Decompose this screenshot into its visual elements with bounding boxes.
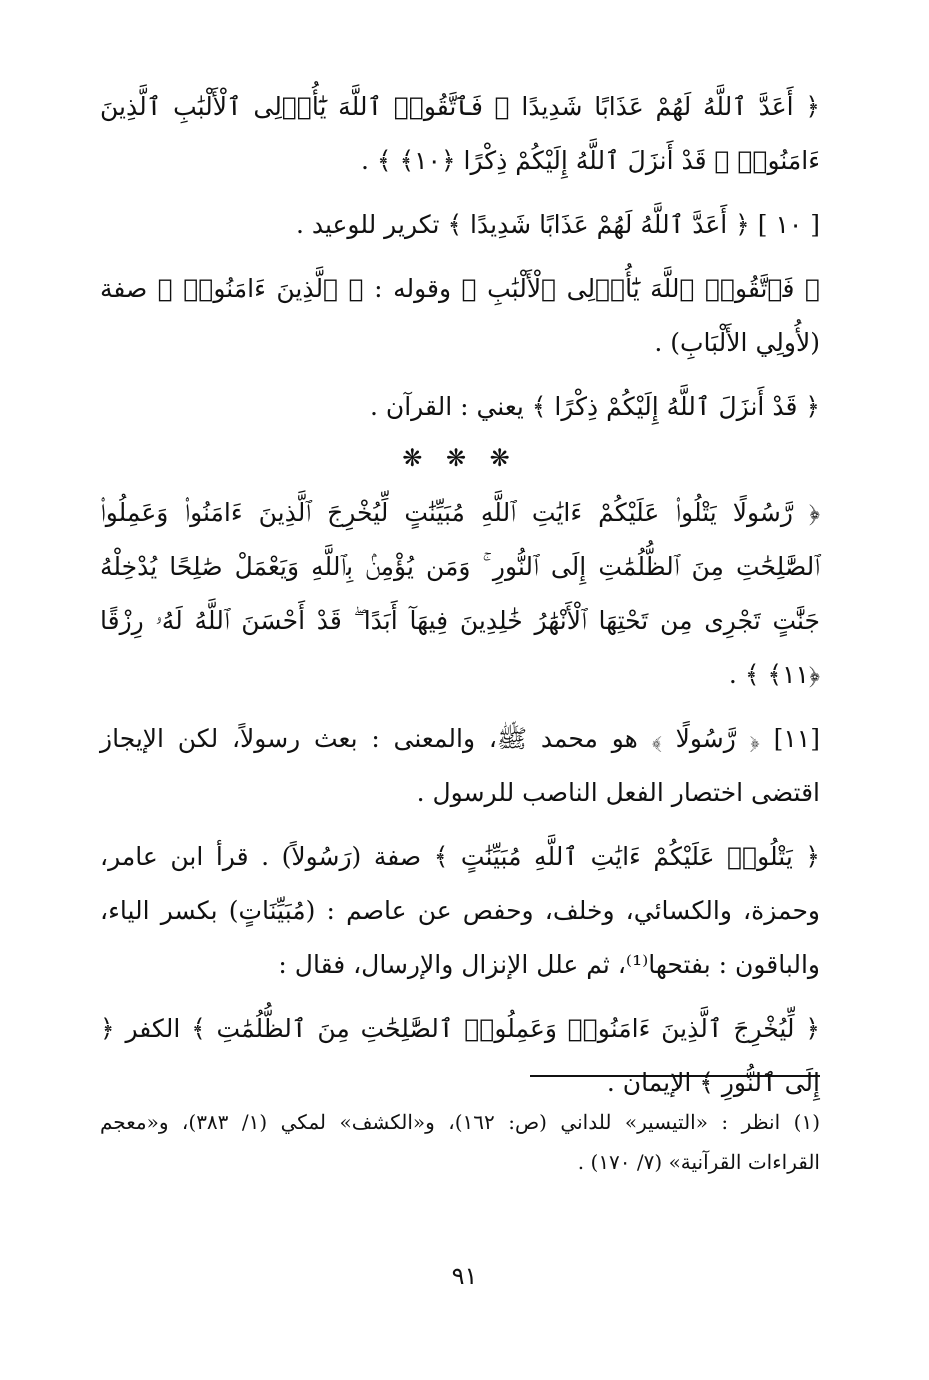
- tafsir-10-dhikr: ﴿ قَدْ أَنزَلَ ٱللَّهُ إِلَيْكُمْ ذِكْرًا ﴾ يعني : القرآن .: [369, 392, 820, 421]
- section-separator: ❋ ❋ ❋: [402, 444, 518, 472]
- footnote: (١) انظر : «التيسير» للداني (ص: ١٦٢)، و«الكشف» لمكي (١/ ٣٨٣)، و«معجم القراءات القرآنية» (٧/ ١٧٠) .: [100, 1110, 820, 1174]
- tafsir-11-yatlu: ﴿ يَتْلُوا۟ عَلَيْكُمْ ءَايَٰتِ ٱللَّهِ مُبَيِّنَٰتٍ ﴾ صفة (رَسُولاً) . قرأ ابن عامر، وحمزة، والكسائي، وخلف، وحفص عن عاصم : (مُبَيِّنَاتٍ) بكسر الياء، والباقون : بفتحها⁽¹⁾، ثم علل الإنزال والإرسال، فقال :: [100, 842, 820, 979]
- footnote-divider: [530, 1075, 820, 1077]
- tafsir-11-yukhrij: ﴿ لِّيُخْرِجَ ٱلَّذِينَ ءَامَنُوا۟ وَعَمِلُوا۟ ٱلصَّٰلِحَٰتِ مِنَ ٱلظُّلُمَٰتِ ﴾ الكفر ﴿ إِلَى ٱلنُّورِ ﴾ الإيمان .: [100, 1014, 820, 1097]
- tafsir-10-intro: [ ١٠ ] ﴿ أَعَدَّ ٱللَّهُ لَهُمْ عَذَابًا شَدِيدًا ﴾ تكرير للوعيد .: [295, 210, 820, 239]
- quran-verse-10: ﴿ أَعَدَّ ٱللَّهُ لَهُمْ عَذَابًا شَدِيدًا ۖ فَٱتَّقُوا۟ ٱللَّهَ يَٰٓأُو۟لِى ٱلْأَلْبَٰبِ ٱلَّذِينَ ءَامَنُوا۟ ۚ قَدْ أَنزَلَ ٱللَّهُ إِلَيْكُمْ ذِكْرًا ﴿١٠﴾ ﴾ .: [100, 92, 820, 175]
- tafsir-11-rasul: [١١] ﴿ رَّسُولًا ﴾ هو محمد ﷺ، والمعنى : بعث رسولاً، لكن الإيجاز اقتضى اختصار الفعل الناصب للرسول .: [100, 724, 820, 807]
- quran-verse-11: ﴿ رَّسُولًا يَتْلُوا۟ عَلَيْكُمْ ءَايَٰتِ ٱللَّهِ مُبَيِّنَٰتٍ لِّيُخْرِجَ ٱلَّذِينَ ءَامَنُوا۟ وَعَمِلُوا۟ ٱلصَّٰلِحَٰتِ مِنَ ٱلظُّلُمَٰتِ إِلَى ٱلنُّورِ ۚ وَمَن يُؤْمِنۢ بِٱللَّهِ وَيَعْمَلْ صَٰلِحًا يُدْخِلْهُ جَنَّٰتٍ تَجْرِى مِن تَحْتِهَا ٱلْأَنْهَٰرُ خَٰلِدِينَ فِيهَآ أَبَدًا ۖ قَدْ أَحْسَنَ ٱللَّهُ لَهُۥ رِزْقًا ﴿١١﴾ ﴾ .: [100, 498, 820, 689]
- tafsir-10-fattaqu: ﴿ فَٱتَّقُوا۟ ٱللَّهَ يَٰٓأُو۟لِى ٱلْأَلْبَٰبِ ﴾ وقوله : ﴿ ٱلَّذِينَ ءَامَنُوا۟ ﴾ صفة (لأُولِي الأَلْبَابِ) .: [100, 274, 820, 357]
- page-body: [100, 80, 820, 1120]
- page-number: ٩١: [451, 1262, 478, 1290]
